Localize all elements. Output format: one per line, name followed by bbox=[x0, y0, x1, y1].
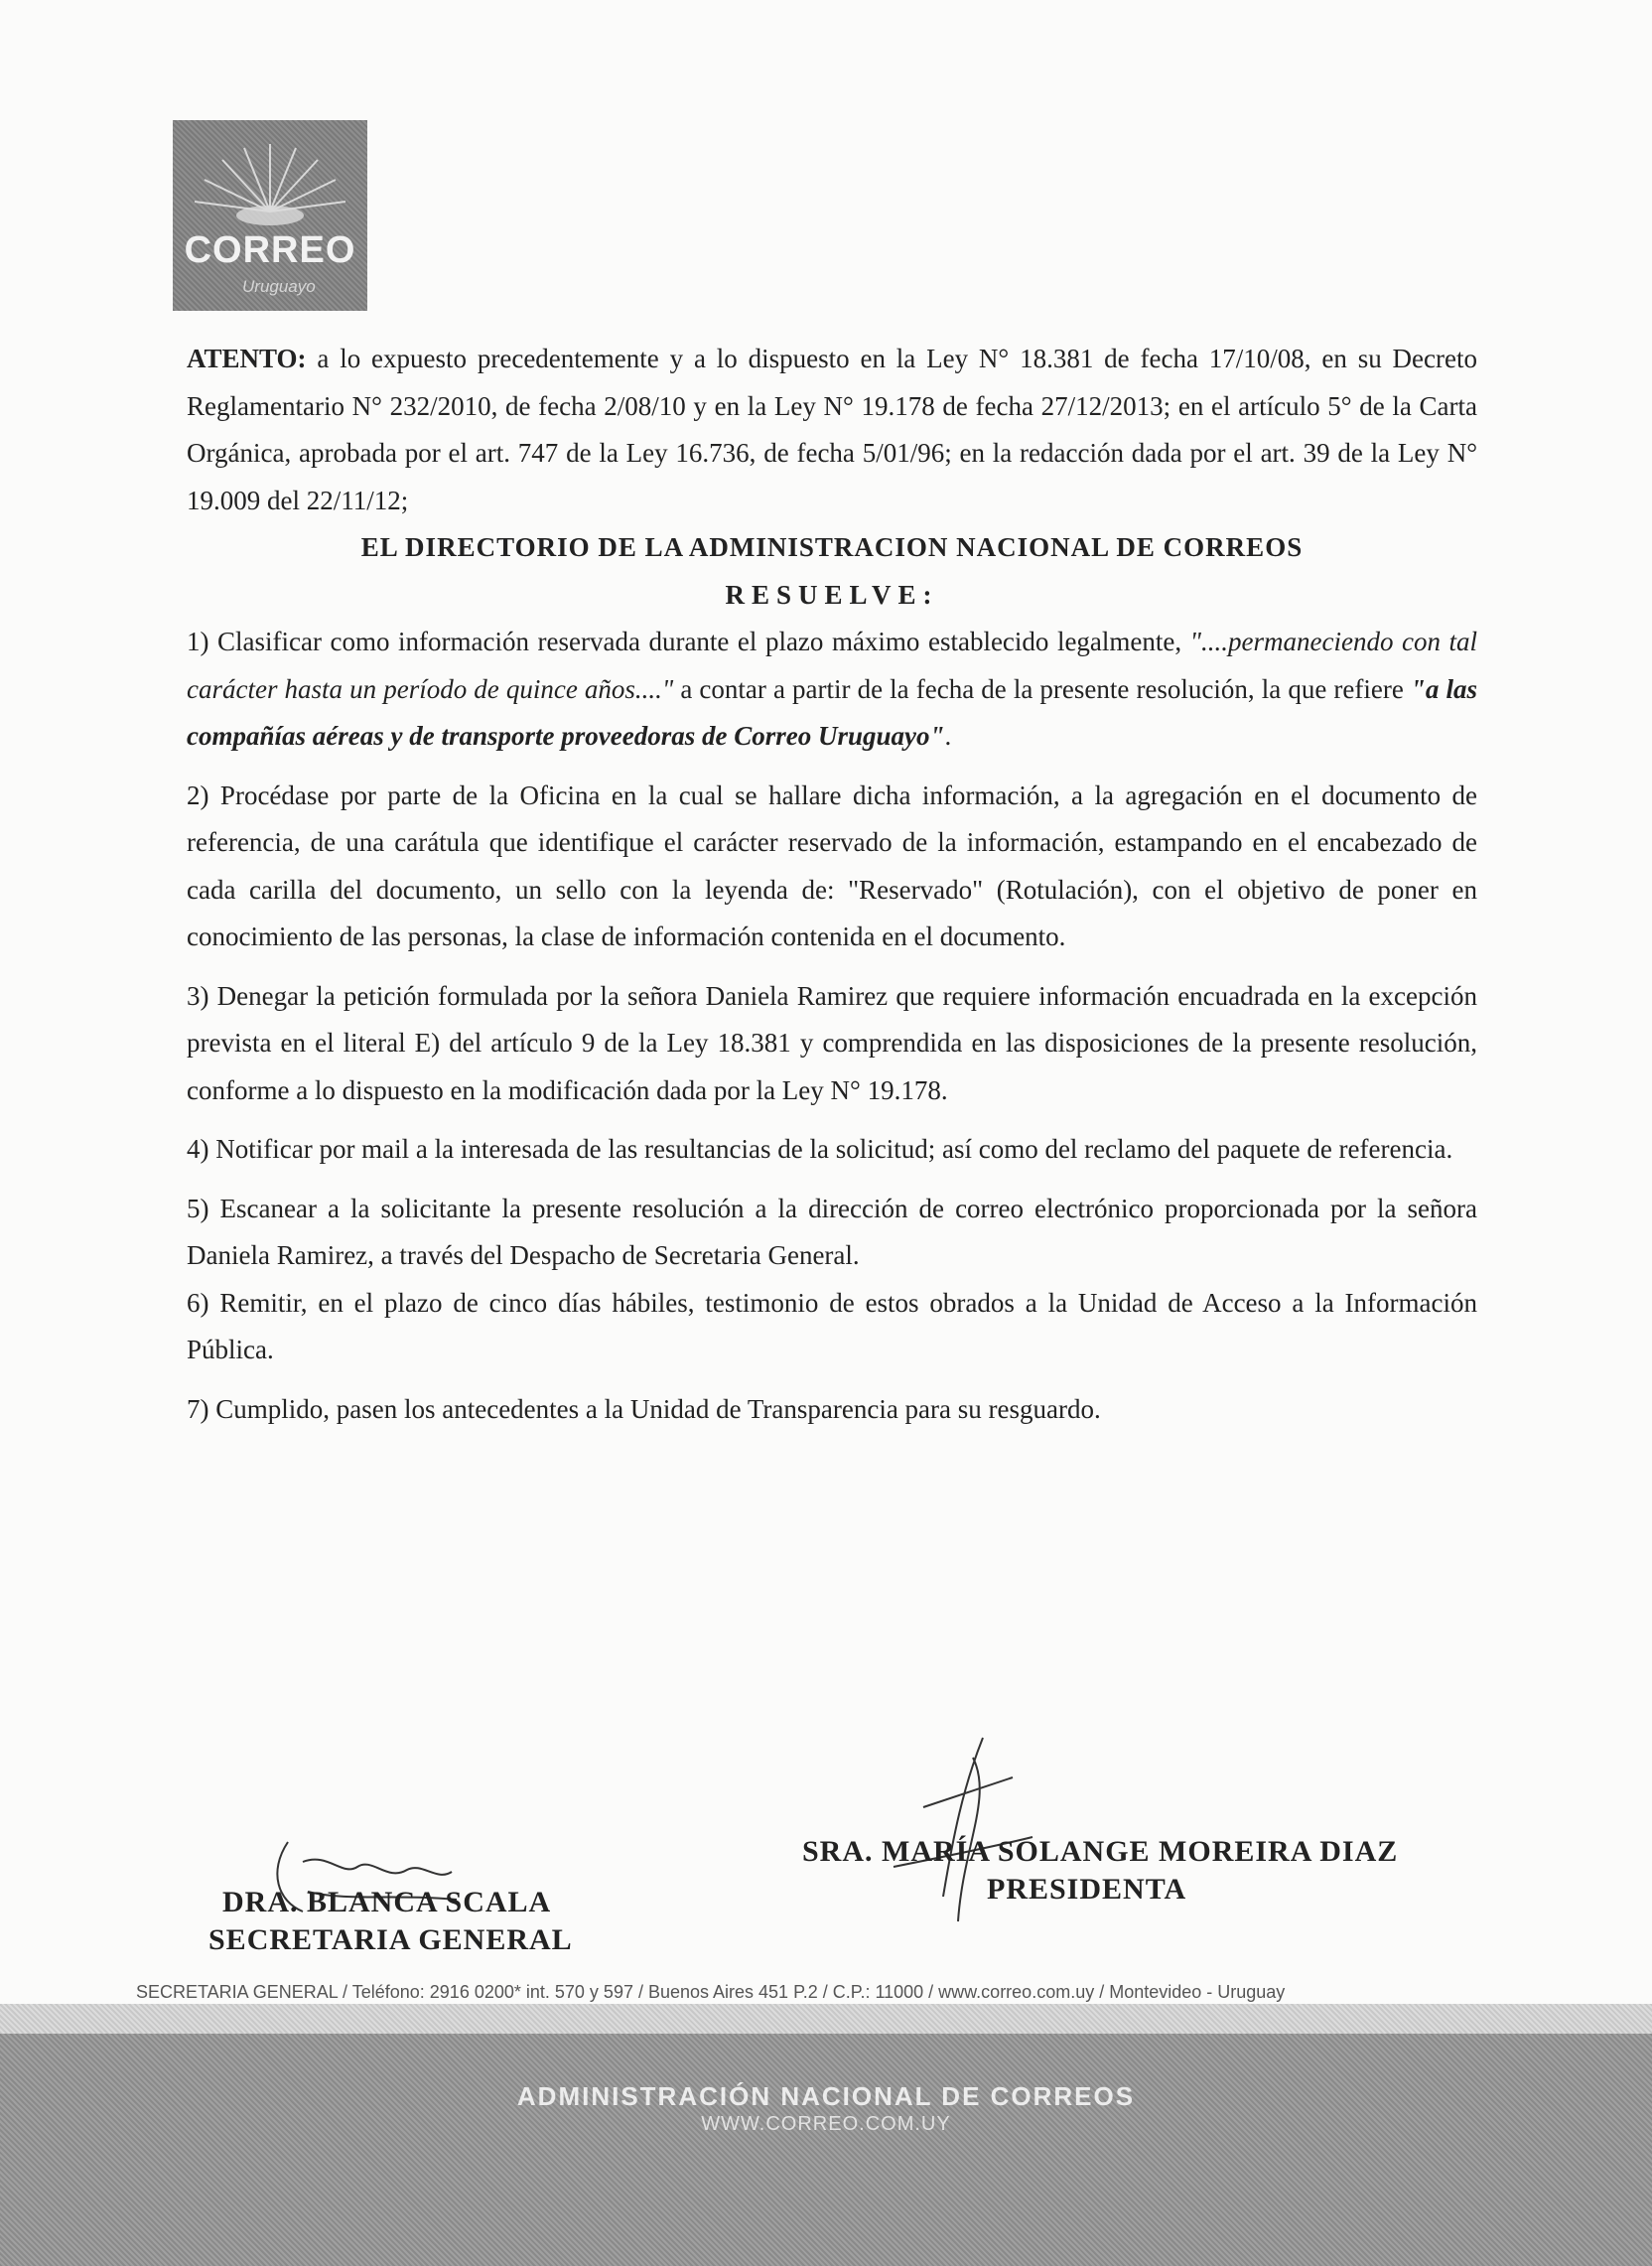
atento-paragraph bbox=[187, 336, 1477, 524]
item-1-text-a: 1) Clasificar como información reservada durante el plazo máximo establecido legalmente, bbox=[187, 627, 1190, 656]
right-signer-name: SRA. MARÍA SOLANGE MOREIRA DIAZ bbox=[802, 1835, 1399, 1868]
item-1-bold: "a las compañías aéreas y de transporte proveedoras de Correo Uruguayo" bbox=[187, 673, 1477, 751]
atento-text: a lo expuesto precedentemente y a lo dispuesto en la Ley N° 18.381 de fecha 17/10/08, en su Decreto Reglamentario N° 232/2010, de fecha 2/08/10 y en la Ley N° 19.178 de fecha 27/12/2013; en el artículo 5° de la Carta Orgánica, aprobada por el art. 747 de la Ley 16.736, de fecha 5/01/96; en la redacción dada por el art. 39 de la Ley N° 19.009 del 22/11/12; bbox=[187, 344, 1477, 515]
item-2: 2) Procédase por parte de la Oficina en la cual se hallare dicha información, a la agregación en el documento de referencia, de una carátula que identifique el carácter reservado de la información, estampando en el encabezado de cada carilla del documento, un sello con la leyenda de: "Reservado" (Rotulación), con el objetivo de poner en conocimiento de las personas, la clase de información contenida en el documento. bbox=[187, 779, 1477, 951]
logo-subtitle: Uruguayo bbox=[242, 277, 316, 296]
item-1-text-c: . bbox=[944, 721, 952, 751]
footer-website: WWW.CORREO.COM.UY bbox=[701, 2113, 951, 2135]
footer-band bbox=[0, 2034, 1652, 2266]
left-signer-name: DRA. BLANCA SCALA bbox=[222, 1886, 552, 1918]
resolution-body bbox=[187, 336, 1477, 1433]
left-signature-block bbox=[208, 1884, 573, 1959]
item-3: 3) Denegar la petición formulada por la señora Daniela Ramirez que requiere información encuadrada en la excepción prevista en el literal E) del artículo 9 de la Ley 18.381 y comprendida en las disposiciones de la presente resolución, conforme a lo dispuesto en la modificación dada por la Ley N° 19.178. bbox=[187, 980, 1477, 1105]
item-1 bbox=[187, 619, 1477, 761]
item-1-quote: "....permaneciendo con tal carácter hasta un período de quince años...." bbox=[187, 627, 1477, 704]
correo-logo bbox=[173, 120, 367, 311]
right-signer-role: PRESIDENTA bbox=[987, 1873, 1187, 1906]
item-1-text-b: a contar a partir de la fecha de la presente resolución, la que refiere bbox=[673, 673, 1411, 704]
right-signature-block bbox=[802, 1833, 1398, 1909]
item-6: 6) Remitir, en el plazo de cinco días hábiles, testimonio de estos obrados a la Unidad de Acceso a la Información Pública. bbox=[187, 1287, 1477, 1364]
directorio-heading: EL DIRECTORIO DE LA ADMINISTRACION NACIONAL DE CORREOS bbox=[360, 532, 1304, 562]
logo-wordmark: CORREO bbox=[184, 229, 356, 271]
footer-org-name: ADMINISTRACIÓN NACIONAL DE CORREOS bbox=[516, 2081, 1136, 2111]
left-signer-role: SECRETARIA GENERAL bbox=[208, 1923, 573, 1956]
item-7: 7) Cumplido, pasen los antecedentes a la Unidad de Transparencia para su resguardo. bbox=[187, 1393, 1101, 1424]
footer-contact: SECRETARIA GENERAL / Teléfono: 2916 0200* int. 570 y 597 / Buenos Aires 451 P.2 / C.P.: 11000 / www.correo.com.uy / Montevideo - Uruguay bbox=[136, 1982, 1286, 2002]
item-5: 5) Escanear a la solicitante la presente resolución a la dirección de correo electrónico proporcionada por la señora Daniela Ramirez, a través del Despacho de Secretaria General. bbox=[187, 1193, 1477, 1270]
atento-label: ATENTO: bbox=[187, 344, 307, 373]
item-4: 4) Notificar por mail a la interesada de las resultancias de la solicitud; así como del reclamo del paquete de referencia. bbox=[187, 1134, 1453, 1164]
resuelve-heading: RESUELVE: bbox=[725, 579, 939, 610]
